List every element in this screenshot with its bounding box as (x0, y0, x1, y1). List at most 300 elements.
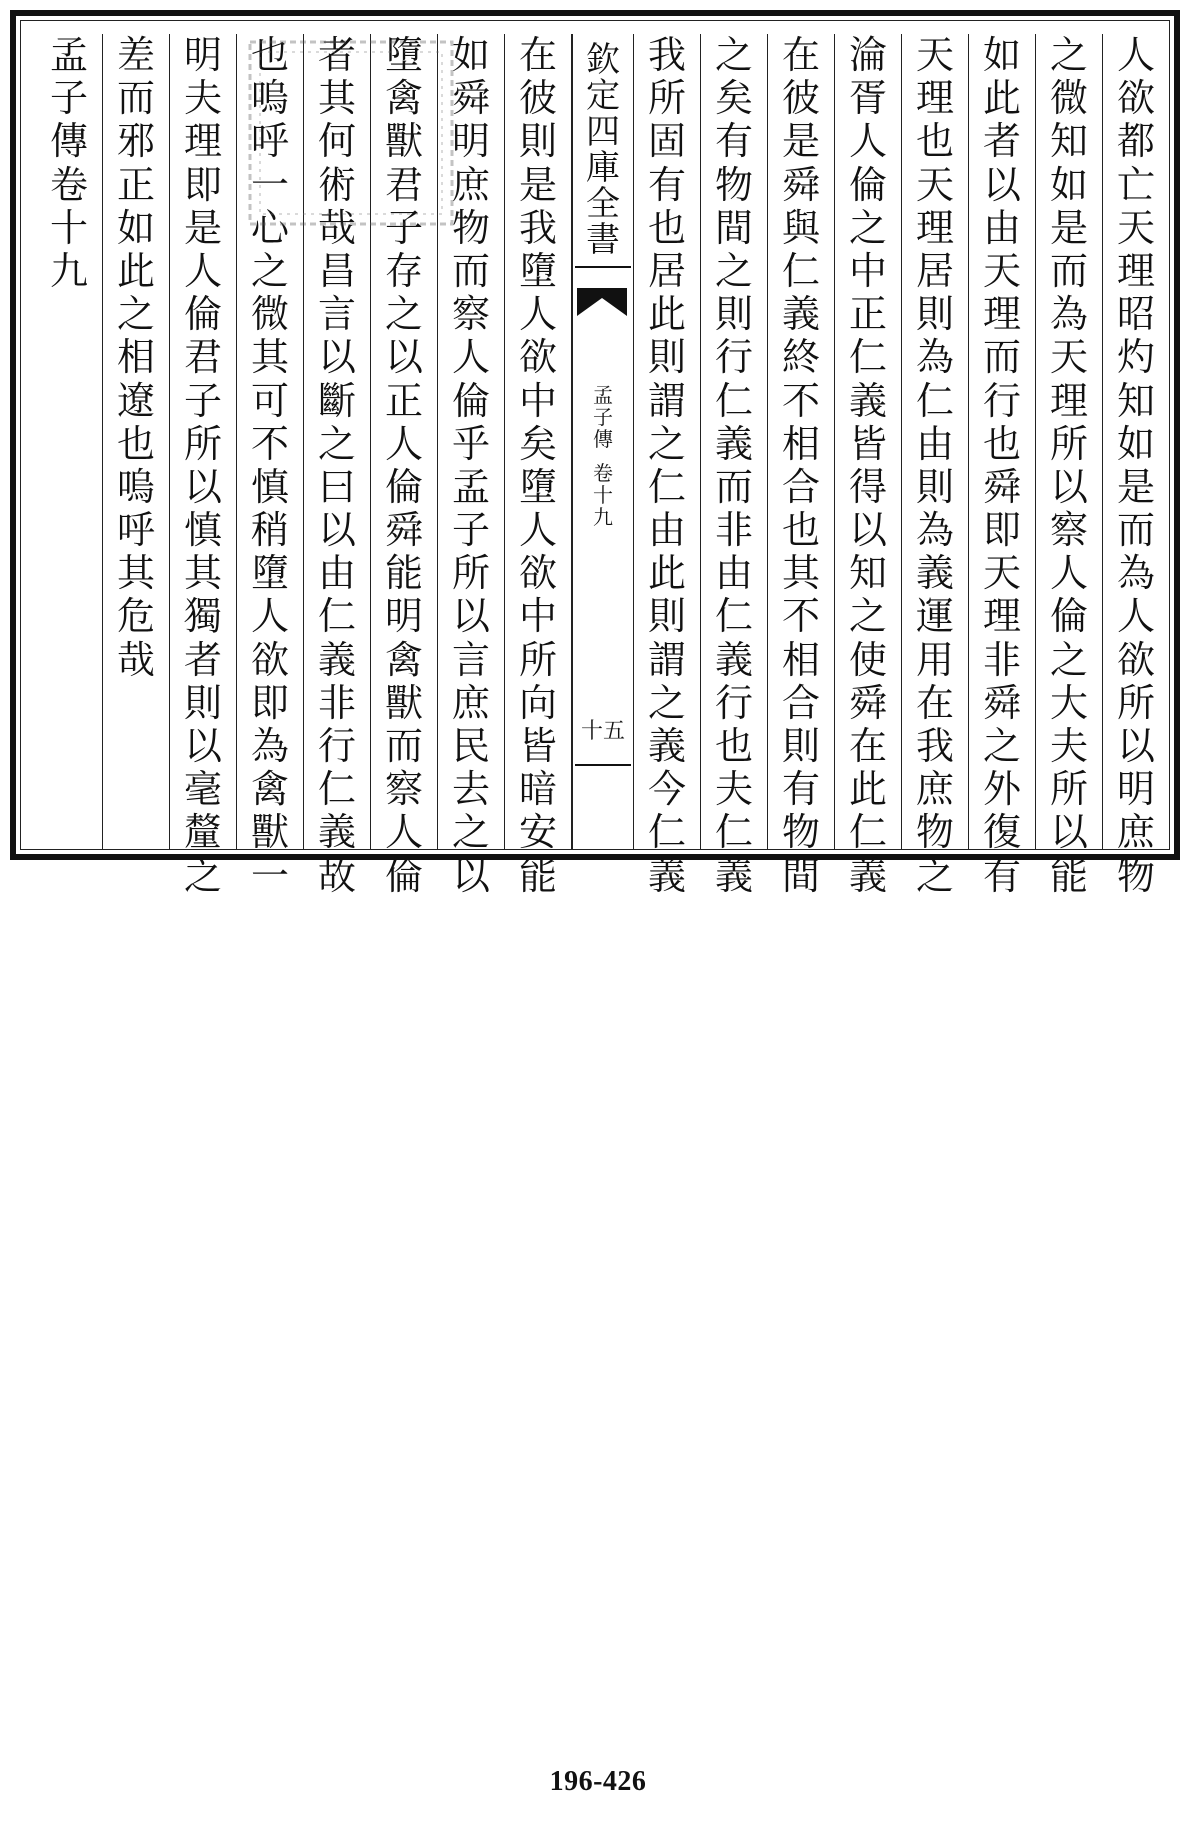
character: 行 (317, 724, 356, 768)
character: 則 (781, 724, 820, 768)
character: 義 (647, 724, 686, 768)
character: 即 (982, 508, 1021, 553)
character: 邪 (116, 119, 155, 164)
character: 知 (1116, 378, 1155, 423)
gutter-rule-lower (575, 764, 631, 766)
character: 九 (49, 248, 88, 293)
character: 如 (982, 33, 1021, 77)
character: 有 (982, 853, 1021, 898)
character: 不 (250, 421, 289, 466)
character: 得 (848, 464, 887, 509)
character: 君 (183, 335, 222, 380)
character: 明 (183, 33, 222, 77)
character: 由 (647, 508, 686, 553)
character: 義 (848, 378, 887, 423)
column-text (170, 34, 236, 898)
character: 察 (384, 767, 423, 812)
character: 仁 (915, 378, 954, 423)
character: 此 (647, 551, 686, 596)
character: 子 (451, 508, 490, 553)
text-column-2 (1036, 33, 1103, 898)
character: 外 (982, 767, 1021, 812)
column-text (36, 34, 102, 293)
column-text (902, 34, 968, 898)
character: 嗚 (116, 464, 155, 509)
character: 所 (647, 76, 686, 121)
character: 而 (714, 464, 753, 509)
character: 以 (384, 335, 423, 380)
character: 人 (848, 119, 887, 164)
character: 則 (915, 464, 954, 509)
character: 而 (451, 248, 490, 293)
character: 有 (714, 119, 753, 164)
gutter-rule (575, 266, 631, 268)
character: 言 (451, 637, 490, 682)
character: 此 (982, 76, 1021, 121)
character: 欲 (1116, 637, 1155, 682)
column-text (505, 34, 571, 898)
character: 理 (1116, 248, 1155, 293)
character: 呼 (116, 508, 155, 553)
character: 天 (982, 248, 1021, 293)
character: 則 (915, 292, 954, 337)
character: 皆 (848, 421, 887, 466)
character: 以 (1049, 810, 1088, 855)
character: 庶 (1116, 810, 1155, 855)
character: 稍 (250, 508, 289, 553)
character: 一 (250, 162, 289, 207)
character: 之 (647, 421, 686, 466)
character: 人 (518, 292, 557, 337)
character: 人 (1116, 594, 1155, 639)
character: 以 (1049, 464, 1088, 509)
character: 人 (250, 594, 289, 639)
character: 則 (647, 594, 686, 639)
character: 獨 (183, 594, 222, 639)
character: 四 (586, 112, 620, 152)
character: 也 (250, 33, 289, 77)
character: 其 (781, 551, 820, 596)
character: 墮 (518, 464, 557, 509)
character: 為 (1116, 551, 1155, 596)
character: 安 (518, 810, 557, 855)
character: 全 (586, 184, 620, 224)
character: 獸 (250, 810, 289, 855)
character: 行 (714, 680, 753, 725)
character: 明 (384, 594, 423, 639)
character: 以 (317, 335, 356, 380)
gutter-page-number: 十五 (580, 719, 625, 744)
character: 仁 (848, 335, 887, 380)
character: 不 (781, 378, 820, 423)
character: 其 (183, 551, 222, 596)
column-text (1103, 34, 1169, 898)
character: 夫 (1049, 724, 1088, 768)
character: 在 (848, 724, 887, 768)
character: 仁 (317, 594, 356, 639)
character: 以 (1116, 724, 1155, 768)
character: 非 (317, 680, 356, 725)
character: 仁 (781, 248, 820, 293)
character: 之 (183, 853, 222, 898)
character: 舜 (384, 508, 423, 553)
character: 之 (848, 594, 887, 639)
character: 有 (647, 162, 686, 207)
character: 亡 (1116, 162, 1155, 207)
character: 孟 (49, 33, 88, 77)
character: 庶 (451, 680, 490, 725)
character: 用 (915, 637, 954, 682)
character: 子 (49, 76, 88, 121)
text-column-5 (835, 33, 902, 898)
character: 固 (647, 119, 686, 164)
character: 合 (781, 680, 820, 725)
character: 義 (848, 853, 887, 898)
character: 則 (183, 680, 222, 725)
text-column-8 (634, 33, 701, 898)
character: 為 (915, 508, 954, 553)
character: 義 (647, 853, 686, 898)
character: 即 (183, 162, 222, 207)
character: 居 (915, 248, 954, 293)
character: 胥 (848, 76, 887, 121)
character: 不 (781, 594, 820, 639)
character: 理 (1049, 378, 1088, 423)
character: 義 (714, 853, 753, 898)
character: 正 (848, 292, 887, 337)
character: 義 (317, 637, 356, 682)
character: 灼 (1116, 335, 1155, 380)
character: 如 (116, 205, 155, 250)
character: 存 (384, 248, 423, 293)
character: 所 (183, 421, 222, 466)
character: 仁 (714, 378, 753, 423)
character: 是 (1049, 205, 1088, 250)
character: 仁 (714, 810, 753, 855)
character: 淪 (848, 33, 887, 77)
character: 物 (451, 205, 490, 250)
character: 彼 (781, 76, 820, 121)
character: 物 (714, 162, 753, 207)
character: 乎 (451, 421, 490, 466)
character: 釐 (183, 810, 222, 855)
character: 微 (250, 292, 289, 337)
character: 去 (451, 767, 490, 812)
character: 一 (250, 853, 289, 898)
character: 大 (1049, 680, 1088, 725)
character: 昭 (1116, 292, 1155, 337)
character: 子 (183, 378, 222, 423)
character: 與 (781, 205, 820, 250)
character: 欲 (518, 551, 557, 596)
character: 為 (1049, 292, 1088, 337)
character: 我 (915, 724, 954, 768)
text-column-7 (701, 33, 768, 898)
character: 是 (183, 205, 222, 250)
character: 舜 (982, 680, 1021, 725)
character: 向 (518, 680, 557, 725)
text-column-15 (103, 34, 170, 850)
character: 以 (183, 464, 222, 509)
character: 其 (116, 551, 155, 596)
character: 義 (714, 637, 753, 682)
character: 正 (384, 378, 423, 423)
character: 非 (982, 637, 1021, 682)
character: 倫 (183, 292, 222, 337)
character: 人 (384, 810, 423, 855)
character: 由 (915, 421, 954, 466)
text-column-1 (1103, 33, 1170, 898)
character: 非 (714, 508, 753, 553)
character: 此 (848, 767, 887, 812)
character: 在 (781, 33, 820, 77)
character: 而 (384, 724, 423, 768)
character: 而 (1049, 248, 1088, 293)
character: 仁 (848, 810, 887, 855)
character: 嗚 (250, 76, 289, 121)
character: 可 (250, 378, 289, 423)
character: 故 (317, 853, 356, 898)
character: 之 (384, 292, 423, 337)
character: 所 (518, 637, 557, 682)
character: 也 (982, 421, 1021, 466)
character: 之 (1049, 637, 1088, 682)
character: 夫 (183, 76, 222, 121)
character: 欽 (586, 40, 620, 80)
column-text (634, 34, 700, 898)
character: 也 (915, 119, 954, 164)
character: 書 (586, 220, 620, 260)
character: 危 (116, 594, 155, 639)
character: 皆 (518, 724, 557, 768)
character: 我 (518, 205, 557, 250)
character: 察 (1049, 508, 1088, 553)
character: 獸 (384, 119, 423, 164)
character: 天 (1116, 205, 1155, 250)
character: 庫 (586, 148, 620, 188)
character: 術 (317, 162, 356, 207)
text-column-4 (902, 33, 969, 898)
character: 間 (714, 205, 753, 250)
character: 之 (848, 205, 887, 250)
character: 遼 (116, 378, 155, 423)
column-text (768, 34, 834, 898)
character: 間 (781, 853, 820, 898)
character: 則 (518, 119, 557, 164)
character: 物 (915, 810, 954, 855)
character: 庶 (451, 162, 490, 207)
character: 是 (781, 119, 820, 164)
character: 微 (1049, 76, 1088, 121)
character: 人 (183, 248, 222, 293)
column-text (103, 34, 169, 682)
character: 哉 (317, 205, 356, 250)
character: 如 (451, 33, 490, 77)
character: 為 (915, 335, 954, 380)
character: 人 (451, 335, 490, 380)
character: 仁 (647, 810, 686, 855)
character: 之 (982, 724, 1021, 768)
character: 則 (647, 335, 686, 380)
character: 天 (915, 33, 954, 77)
character: 以 (451, 594, 490, 639)
character: 其 (317, 76, 356, 121)
character: 墮 (384, 33, 423, 77)
character: 知 (1049, 119, 1088, 164)
character: 之 (451, 810, 490, 855)
character: 哉 (116, 637, 155, 682)
character: 天 (1049, 335, 1088, 380)
seal-stamp (246, 38, 456, 228)
character: 知 (848, 551, 887, 596)
character: 子 (593, 405, 613, 429)
character: 理 (915, 205, 954, 250)
character: 此 (116, 248, 155, 293)
character: 矣 (518, 421, 557, 466)
character: 在 (915, 680, 954, 725)
character: 是 (518, 162, 557, 207)
character: 庶 (915, 767, 954, 812)
character: 也 (647, 205, 686, 250)
text-column-16 (36, 34, 103, 850)
character: 夫 (714, 767, 753, 812)
character: 以 (451, 853, 490, 898)
character: 則 (714, 292, 753, 337)
character: 倫 (384, 853, 423, 898)
character: 欲 (518, 335, 557, 380)
character: 人 (1049, 551, 1088, 596)
character: 毫 (183, 767, 222, 812)
character: 物 (781, 810, 820, 855)
character: 能 (1049, 853, 1088, 898)
character: 天 (982, 551, 1021, 596)
character: 之 (915, 853, 954, 898)
character: 而 (116, 76, 155, 121)
page-frame (10, 10, 1180, 898)
character: 暗 (518, 767, 557, 812)
character: 行 (982, 378, 1021, 423)
text-column-14 (170, 33, 237, 898)
character: 合 (781, 464, 820, 509)
character: 舜 (781, 162, 820, 207)
character: 正 (116, 162, 155, 207)
character: 義 (781, 292, 820, 337)
character: 仁 (714, 594, 753, 639)
character: 中 (518, 594, 557, 639)
character: 孟 (451, 464, 490, 509)
character: 曰 (317, 464, 356, 509)
character: 卷 (49, 162, 88, 207)
character: 也 (781, 508, 820, 553)
character: 禽 (384, 637, 423, 682)
character: 復 (982, 810, 1021, 855)
character: 九 (593, 505, 613, 529)
character: 傳 (49, 119, 88, 164)
character: 行 (714, 335, 753, 380)
text-column-9 (505, 33, 572, 898)
character: 也 (116, 421, 155, 466)
character: 彼 (518, 76, 557, 121)
character: 明 (1116, 767, 1155, 812)
character: 之 (647, 680, 686, 725)
character: 仁 (647, 464, 686, 509)
character: 謂 (647, 637, 686, 682)
character: 以 (848, 508, 887, 553)
character: 察 (451, 292, 490, 337)
gutter-title (573, 42, 633, 258)
character: 之 (1049, 33, 1088, 77)
character: 能 (384, 551, 423, 596)
character: 謂 (647, 378, 686, 423)
character: 之 (317, 421, 356, 466)
character: 欲 (1116, 76, 1155, 121)
character: 倫 (1049, 594, 1088, 639)
character: 使 (848, 637, 887, 682)
character: 我 (647, 33, 686, 77)
character: 運 (915, 594, 954, 639)
character: 中 (518, 378, 557, 423)
character: 人 (1116, 33, 1155, 77)
character: 理 (982, 292, 1021, 337)
character: 人 (518, 508, 557, 553)
character: 理 (982, 594, 1021, 639)
character: 所 (1049, 421, 1088, 466)
character: 理 (915, 76, 954, 121)
character: 者 (982, 119, 1021, 164)
character: 舜 (848, 680, 887, 725)
column-text (1036, 34, 1102, 898)
character: 言 (317, 292, 356, 337)
character: 在 (518, 33, 557, 77)
character: 為 (250, 724, 289, 768)
character: 如 (1049, 162, 1088, 207)
character: 君 (384, 162, 423, 207)
character: 能 (518, 853, 557, 898)
character: 斷 (317, 378, 356, 423)
fishtail-mark (577, 288, 627, 316)
character: 之 (250, 248, 289, 293)
character: 都 (1116, 119, 1155, 164)
character: 理 (183, 119, 222, 164)
character: 義 (915, 551, 954, 596)
character: 天 (915, 162, 954, 207)
character: 是 (1116, 464, 1155, 509)
character: 由 (317, 551, 356, 596)
character: 仁 (317, 767, 356, 812)
character: 者 (183, 637, 222, 682)
character: 定 (586, 76, 620, 116)
character: 相 (781, 637, 820, 682)
character: 所 (1049, 767, 1088, 812)
character: 墮 (518, 248, 557, 293)
character: 也 (714, 724, 753, 768)
footer-page-number: 196-426 (549, 1766, 647, 1797)
character: 昌 (317, 248, 356, 293)
character: 之 (116, 292, 155, 337)
character: 明 (451, 119, 490, 164)
character: 呼 (250, 119, 289, 164)
character: 以 (183, 724, 222, 768)
character: 差 (116, 33, 155, 77)
character: 此 (647, 292, 686, 337)
character: 由 (982, 205, 1021, 250)
character: 而 (982, 335, 1021, 380)
column-text (835, 34, 901, 898)
character: 倫 (384, 464, 423, 509)
character: 獸 (384, 680, 423, 725)
character: 義 (317, 810, 356, 855)
character: 今 (647, 767, 686, 812)
